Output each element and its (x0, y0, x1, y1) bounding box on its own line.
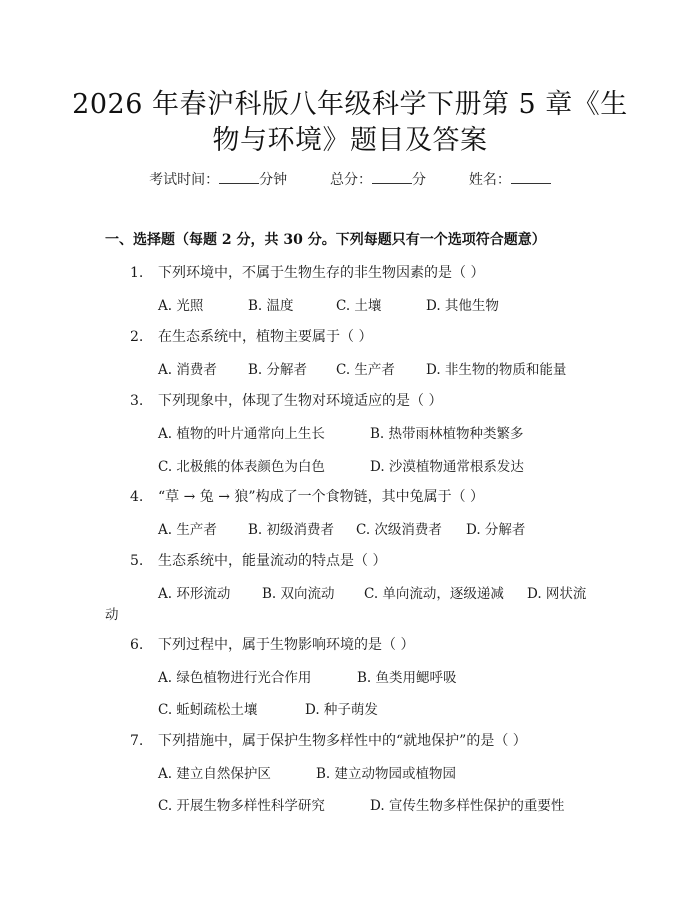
option-6b: B. 鱼类用鳃呼吸 (357, 670, 457, 686)
time-label: 考试时间： (149, 172, 220, 188)
option-7b: B. 建立动物园或植物园 (316, 766, 457, 782)
question-text: 下列现象中，体现了生物对环境适应的是（ ） (158, 393, 443, 409)
option-1b: B. 温度 (248, 298, 294, 314)
question-number: 5. (130, 553, 144, 569)
option-6d: D. 种子萌发 (305, 702, 378, 718)
option-2d: D. 非生物的物质和能量 (426, 362, 567, 378)
question-number: 6. (130, 637, 144, 653)
option-2c: C. 生产者 (336, 362, 395, 378)
question-text: 在生态系统中，植物主要属于（ ） (158, 329, 373, 345)
question-text: 下列环境中，不属于生物生存的非生物因素的是（ ） (158, 265, 485, 281)
page-title-line-2: 物与环境》题目及答案 (212, 125, 488, 156)
option-5d: D. 网状流 (527, 586, 587, 602)
time-unit: 分钟 (259, 172, 288, 188)
option-3d: D. 沙漠植物通常根系发达 (370, 459, 524, 475)
question-number: 2. (130, 329, 144, 345)
option-4d: D. 分解者 (466, 522, 526, 538)
question-text: 下列措施中，属于保护生物多样性中的“就地保护”的是（ ） (158, 733, 527, 749)
option-5c: C. 单向流动，逐级递减 (364, 586, 504, 602)
option-1d: D. 其他生物 (426, 298, 499, 314)
option-3c: C. 北极熊的体表颜色为白色 (158, 459, 325, 475)
question-5 (130, 550, 386, 570)
option-2b: B. 分解者 (248, 362, 308, 378)
option-3b: B. 热带雨林植物种类繁多 (370, 426, 524, 442)
name-label: 姓名： (468, 172, 511, 188)
score-blank (372, 171, 412, 184)
section-heading-choice: 一、选择题（每题 2 分，共 30 分。下列每题只有一个选项符合题意） (105, 232, 546, 248)
score-label: 总分： (330, 172, 372, 188)
question-text: 生态系统中，能量流动的特点是（ ） (158, 553, 387, 569)
option-4b: B. 初级消费者 (248, 522, 335, 538)
option-5b: B. 双向流动 (262, 586, 335, 602)
score-unit: 分 (412, 172, 426, 188)
question-6 (130, 634, 414, 654)
option-6a: A. 绿色植物进行光合作用 (158, 670, 312, 686)
question-number: 4. (130, 489, 144, 505)
question-number: 7. (130, 733, 144, 749)
option-1a: A. 光照 (158, 298, 204, 314)
option-7d: D. 宣传生物多样性保护的重要性 (370, 798, 565, 814)
option-2a: A. 消费者 (158, 362, 217, 378)
option-3a: A. 植物的叶片通常向上生长 (158, 426, 325, 442)
question-4 (130, 486, 484, 506)
option-7c: C. 开展生物多样性科学研究 (158, 798, 325, 814)
option-5d-wrap: 动 (105, 607, 119, 623)
question-2 (130, 326, 372, 346)
option-1c: C. 土壤 (336, 298, 382, 314)
option-6c: C. 蚯蚓疏松土壤 (158, 702, 258, 718)
name-blank (511, 171, 551, 184)
option-7a: A. 建立自然保护区 (158, 766, 271, 782)
option-4c: C. 次级消费者 (356, 522, 442, 538)
exam-info-line (0, 169, 700, 189)
question-7 (130, 730, 527, 750)
page-title-line-1: 2026 年春沪科版八年级科学下册第 5 章《生 (72, 89, 628, 120)
option-4a: A. 生产者 (158, 522, 217, 538)
question-number: 3. (130, 393, 144, 409)
question-text: “草 → 兔 → 狼”构成了一个食物链，其中兔属于（ ） (158, 489, 485, 505)
question-1 (130, 262, 484, 282)
option-5a: A. 环形流动 (158, 586, 231, 602)
question-number: 1. (130, 265, 144, 281)
time-blank (219, 171, 259, 184)
question-text: 下列过程中，属于生物影响环境的是（ ） (158, 637, 415, 653)
question-3 (130, 390, 442, 410)
